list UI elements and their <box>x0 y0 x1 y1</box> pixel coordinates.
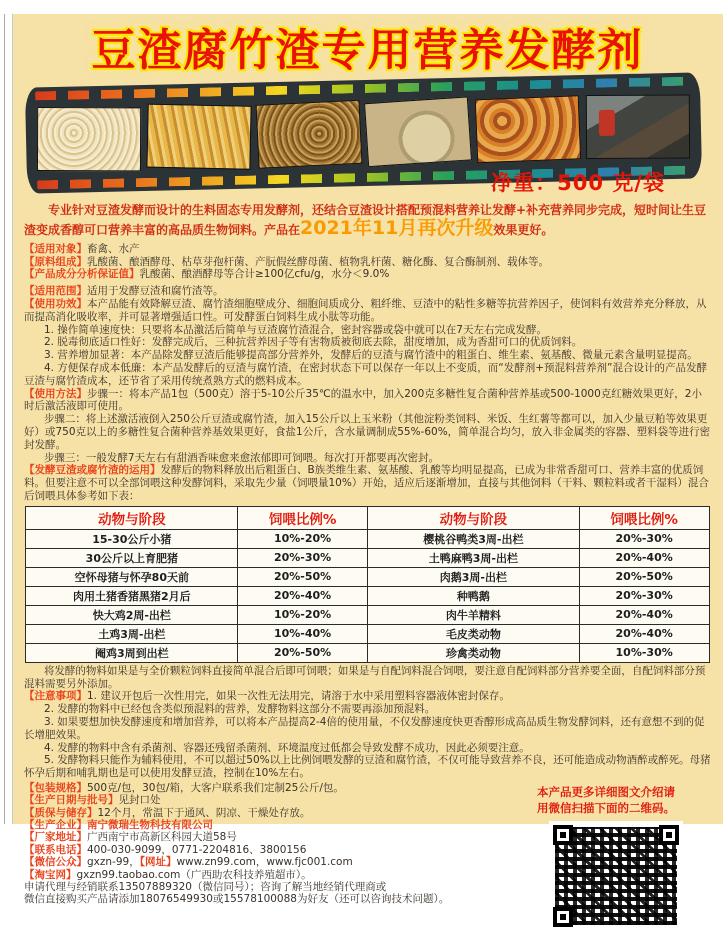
notes-item: 4. 发酵的物料中含有杀菌剂、容器还残留杀菌剂、环境温度过低都会导致发酵不成功，因此必须要注意。 <box>43 741 530 754</box>
table-row <box>26 548 709 567</box>
col-header-ratio-2: 饲喂比例% <box>579 506 709 529</box>
batch-text: 见封口处 <box>118 794 161 807</box>
application-label: 【发酵豆渣或腐竹渣的运用】 <box>24 464 161 477</box>
notes-block <box>22 665 713 780</box>
storage-line <box>24 807 535 819</box>
table-row <box>26 624 709 643</box>
table-cell: 土鸭麻鸭3周-出栏 <box>367 548 579 567</box>
notes-list <box>22 703 713 780</box>
intro-upgrade-highlight: 2021年11月再次升级 <box>300 217 494 240</box>
scan-edge <box>0 14 13 824</box>
batch-label: 【生产日期与批号】 <box>24 794 119 807</box>
phone-text: 400-030-9099，0771-2204816、3800156 <box>87 843 307 856</box>
table-cell: 10%-40% <box>238 624 368 643</box>
scope-line <box>24 285 711 298</box>
table-cell: 20%-50% <box>238 567 368 586</box>
table-row <box>26 605 709 624</box>
usage-step1: 步骤一：将本产品1包（500克）溶于5-10公斤35℃的温水中，加入200克多糖性复合菌种营养基或500-1000克红糖效果更好，2小时后激活液即可使用。 <box>24 387 702 413</box>
table-cell: 空怀母猪与怀孕80天前 <box>26 567 238 586</box>
manufacturer-text: 南宁微瑞生物科技有限公司 <box>87 819 213 832</box>
manufacturer-line <box>24 819 535 831</box>
intro-text-2: 效果更好。 <box>493 223 554 238</box>
col-header-ratio-1: 饲喂比例% <box>238 506 368 529</box>
benefit-item: 1. 操作简单速度快：只要将本品激活后简单与豆渣腐竹渣混合，密封容器或袋中就可以在7天左右完成发酵。 <box>43 323 547 336</box>
qr-note-line-1: 本产品更多详细图文介绍请 <box>537 784 675 799</box>
table-cell: 20%-30% <box>238 548 368 567</box>
phone-line <box>24 844 535 856</box>
table-cell: 20%-50% <box>579 567 709 586</box>
guarantee-label: 【产品成分分析保证值】 <box>24 268 140 281</box>
benefit-item: 4. 方便保存成本低廉：本产品发酵后的豆渣与腐竹渣，在密封状态下可以保存一年以上不变质，而“发酵剂+预混料营养剂”混合设计的产品发酵豆渣与腐竹渣成本，还节省了采用传统煮熟方式的燃料成本。 <box>24 361 707 387</box>
qr-code <box>555 827 677 925</box>
table-cell: 20%-30% <box>579 586 709 605</box>
table-cell: 20%-40% <box>238 586 368 605</box>
notes-first-line <box>24 690 711 703</box>
website-text: www.zn99.com，www.fjc001.com <box>176 856 353 869</box>
table-cell: 毛皮类动物 <box>367 624 579 643</box>
address-text: 广西南宁市高新区科园大道58号 <box>87 831 237 844</box>
col-header-animal-1: 动物与阶段 <box>26 506 238 529</box>
address-line <box>24 831 535 843</box>
table-cell: 20%-30% <box>579 529 709 548</box>
benefit-item: 2. 脱毒彻底适口性好：发酵完成后，三种抗营养因子等有害物质被彻底去除，甜度增加，成为香甜可口的优质饲料。 <box>43 336 583 349</box>
wechat-line <box>24 856 535 868</box>
net-weight: 净重：500 克/袋 <box>491 171 665 195</box>
table-cell: 快大鸡2周-出栏 <box>26 605 238 624</box>
target-text: 畜禽、水产 <box>87 242 140 255</box>
ingredients-label: 【原料组成】 <box>24 255 87 268</box>
agent-line-2: 微信直接购买产品请添加18076549930或15578100088为好友（还可以咨询技术问题）。 <box>24 893 450 906</box>
phone-label: 【联系电话】 <box>24 843 87 856</box>
ingredients-line <box>24 256 711 269</box>
table-cell: 15-30公斤小猪 <box>26 529 238 548</box>
table-cell: 20%-40% <box>579 624 709 643</box>
table-row <box>26 529 709 548</box>
notes-item: 2. 发酵的物料中已经包含类似预混料的营养，发酵物料这部分不需要再添加预混料。 <box>43 703 436 716</box>
footer <box>22 782 713 931</box>
website-label: 【网址】 <box>139 856 177 869</box>
usage-step1-line <box>24 388 711 414</box>
table-cell: 种鸭鹅 <box>367 586 579 605</box>
table-cell: 20%-50% <box>238 643 368 662</box>
notes-item: 3. 如果要想加快发酵速度和增加营养，可以将本产品提高2-4倍的使用量，不仅发酵速度快更香醇形成高品质生物发酵饲料，还有意想不到的促长增肥效果。 <box>24 715 705 741</box>
table-header-row <box>26 506 709 529</box>
efficacy-text: 本产品能有效降解豆渣、腐竹渣细胞壁成分、细胞间质成分、粗纤维、豆渣中的粘性多糖等抗营养因子，使饲料有效营养充分释放，从而提高消化吸收率，并可显著增强适口性。可发酵蛋白饲料生成小肽等功能。 <box>24 297 707 323</box>
agent-line-1: 申请代理与经销联系13507889320（微信同号）；咨询了解当地经销代理商或 <box>24 880 387 893</box>
intro-text-1: 专业针对豆渣发酵而设计的生料固态专用发酵剂，还结合豆渣设计搭配预混料营养让发酵+补充营养同步完成，短时间让生豆渣变成香醇可口营养丰富的高品质生物饲料。产品在 <box>24 203 707 238</box>
application-text: 发酵后的物料释放出后粗蛋白、B族类维生素、氨基酸、乳酸等均明显提高，已成为非常香甜可口、营养丰富的优质饲料。但要注意不可以全部饲喂这种发酵饲料，采取先少量（饲喂量10%）开始，适应后逐渐增加，直接与其他饲料（干料、颗粒料或者干湿料）混合后饲喂具体参考如下表： <box>24 464 709 502</box>
usage-step3: 步骤三：一般发酵7天左右有甜酒香味愈来愈浓郁即可饲喂。每次打开都要再次密封。 <box>43 451 440 464</box>
packing-text: 500克/包，30包/箱，大客户联系我们定制25公斤/包。 <box>87 781 344 794</box>
notes-item-1: 1. 建议开包后一次性用完，如果一次性无法用完，请溶于水中采用塑料容器液体密封保存。 <box>87 690 510 703</box>
notes-item: 5. 发酵物料只能作为辅料使用，不可以超过50%以上比例饲喂发酵的豆渣和腐竹渣，不仅可能导致营养不良，还可能造成动物酒醉或醉死。母猪怀孕后期和哺乳期也是可以使用发酵豆渣，控制在10%左右。 <box>24 754 711 780</box>
usage-label: 【使用方法】 <box>24 387 87 400</box>
table-cell: 肉鹅3周-出栏 <box>367 567 579 586</box>
table-cell: 10%-20% <box>238 605 368 624</box>
usage-step2: 步骤二：将上述激活液倒入250公斤豆渣或腐竹渣，加入15公斤以上玉米粉（其他淀粉类饲料、米饭、生红薯等都可以，加入少量豆粕等效果更好）或750克以上的多糖性复合菌种营养基效果更好，食盐1公斤，含水量调制成55%-60%，简单混合均匀，放入非金属类的容器、塑料袋等进行密封发酵。 <box>24 413 711 451</box>
photo-chickens <box>475 95 581 163</box>
manufacturer-label: 【生产企业】 <box>24 819 87 832</box>
ingredients-text: 乳酸菌、酿酒酵母、枯草芽孢杆菌、产朊假丝酵母菌、植物乳杆菌、糖化酶、复合酶制剂、载体等。 <box>87 255 549 268</box>
efficacy-line <box>24 298 711 324</box>
qr-code-frame <box>549 821 683 931</box>
target-label: 【适用对象】 <box>24 242 87 255</box>
photo-pig-feeding <box>586 94 690 159</box>
wechat-label: 【微信公众】 <box>24 856 87 869</box>
footer-contact-block <box>22 782 537 931</box>
taobao-label: 【淘宝网】 <box>24 868 77 881</box>
product-title: 豆渣腐竹渣专用营养发酵剂 <box>91 25 644 76</box>
intro-paragraph <box>24 202 711 240</box>
table-cell: 20%-40% <box>579 548 709 567</box>
qr-note <box>537 784 713 816</box>
feeding-ratio-table <box>25 506 709 663</box>
storage-label: 【质保与储存】 <box>24 806 98 819</box>
notes-label: 【注意事项】 <box>24 690 87 703</box>
table-cell: 珍禽类动物 <box>367 643 579 662</box>
table-cell: 樱桃谷鸭类3周-出栏 <box>367 529 579 548</box>
batch-line <box>24 794 535 806</box>
taobao-text: gxzn99.taobao.com（广西助农科技养殖超市）。 <box>76 868 312 881</box>
efficacy-label: 【使用功效】 <box>24 297 87 310</box>
qr-finder-icon <box>659 825 679 845</box>
table-row <box>26 567 709 586</box>
table-cell: 肉用土猪香猪黑猪2月后 <box>26 586 238 605</box>
table-cell: 土鸡3周-出栏 <box>26 624 238 643</box>
qr-note-line-2: 用微信扫描下面的二维码。 <box>537 800 675 815</box>
packing-label: 【包装规格】 <box>24 781 87 794</box>
wechat-text: gxzn-99， <box>87 856 140 869</box>
qr-finder-icon <box>553 825 573 845</box>
target-line <box>24 243 711 256</box>
table-cell: 肉牛羊精料 <box>367 605 579 624</box>
scope-label: 【适用范围】 <box>24 285 87 298</box>
photo-dried-residue <box>255 100 362 169</box>
table-cell: 20%-40% <box>579 605 709 624</box>
guarantee-line <box>24 268 711 281</box>
photo-soybean-residue <box>37 107 141 171</box>
photo-beancurd-strips <box>146 104 251 170</box>
scope-text: 适用于发酵豆渣和腐竹渣等。 <box>87 285 224 298</box>
feeding-table-body <box>26 529 709 662</box>
storage-text: 12个月，常温下于通风、阴凉、干燥处存放。 <box>97 806 311 819</box>
packing-line <box>24 782 535 794</box>
benefit-item: 3. 营养增加显著：本产品除发酵豆渣后能够提高部分营养外，发酵后的豆渣与腐竹渣中的粗蛋白、维生素、氨基酸、微量元素含量明显提高。 <box>43 349 698 362</box>
table-cell: 10%-20% <box>238 529 368 548</box>
table-cell: 30公斤以上育肥猪 <box>26 548 238 567</box>
application-line <box>24 464 711 502</box>
qr-block <box>537 782 713 931</box>
product-label-page <box>0 14 723 906</box>
table-cell: 10%-30% <box>579 643 709 662</box>
address-label: 【厂家地址】 <box>24 831 87 844</box>
table-cell: 阉鸡3周到出栏 <box>26 643 238 662</box>
taobao-line <box>24 869 535 881</box>
after-table-note: 将发酵的物料如果是与全价颗粒饲料直接简单混合后即可饲喂；如果是与自配饲料混合饲喂，要注意自配饲料部分营养要全面，自配饲料部分预混料需要另外添加。 <box>24 664 706 690</box>
benefit-list <box>22 324 713 388</box>
info-block <box>22 243 713 503</box>
guarantee-text: 乳酸菌、酿酒酵母等合计≥100亿cfu/g，水分＜9.0% <box>139 268 390 281</box>
col-header-animal-2: 动物与阶段 <box>367 506 579 529</box>
table-row <box>26 586 709 605</box>
table-row <box>26 643 709 662</box>
photo-worker-mixing <box>364 96 472 167</box>
qr-finder-icon <box>553 907 573 927</box>
